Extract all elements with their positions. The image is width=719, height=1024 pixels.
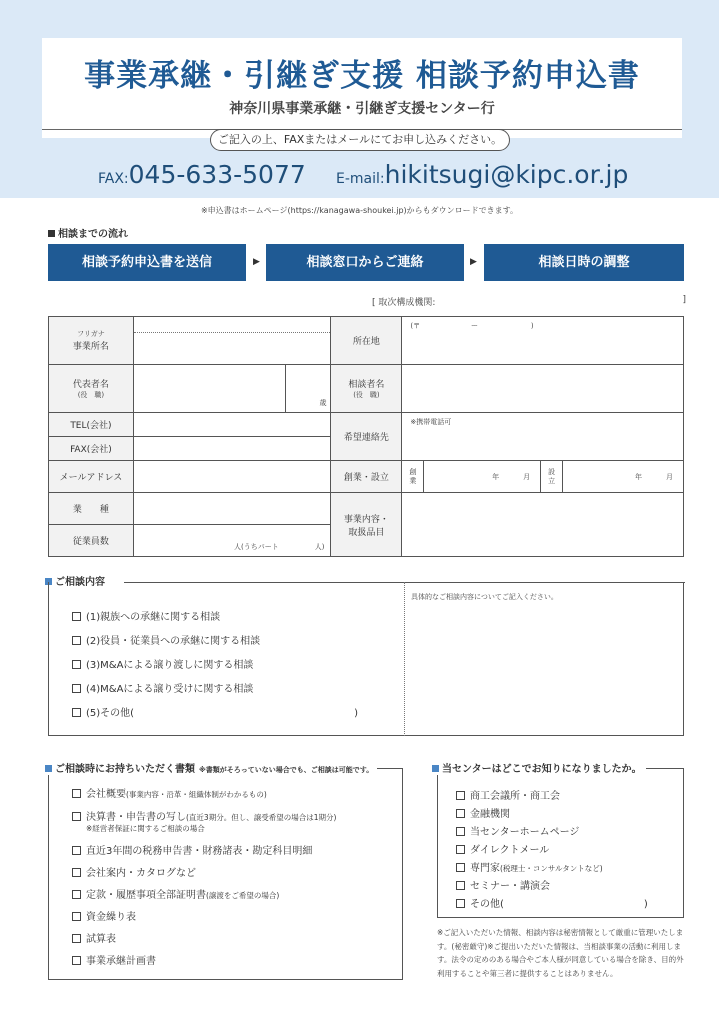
checkbox-icon[interactable]: [456, 881, 465, 890]
documents-heading: [45, 760, 377, 775]
tel-label: TEL(会社): [49, 413, 134, 437]
consultant-label: [331, 365, 402, 413]
company-name-text: 事業所名: [72, 342, 109, 352]
document-item-label: 試算表: [86, 934, 116, 945]
consultation-item-5[interactable]: [72, 704, 358, 719]
applicant-form: [48, 316, 684, 557]
page-title: 事業承継・引継ぎ支援 相談予約申込書: [84, 58, 640, 94]
title-paren: (役 職): [353, 391, 380, 399]
consultation-item-label: (4)M&Aによる譲り受けに関する相談: [86, 684, 254, 695]
privacy-note: ※ご記入いただいた情報、相談内容は秘密情報として厳重に管理いたします。(秘密厳守)※ご提出いただいた情報は、当相談事業の活動に利用します。法令の定めのある場合やご本人様が同意している場合を除き、目的外利用することや第三者に提供することはありません。: [437, 928, 684, 978]
month-unit: 月: [523, 472, 531, 481]
year-unit: 年: [492, 472, 500, 481]
instruction-text: ご記入の上、FAXまたはメールにてお申し込みください。: [210, 129, 510, 151]
org-field[interactable]: [372, 295, 686, 308]
consultation-item-label: (1)親族への承継に関する相談: [86, 612, 221, 623]
address-label: 所在地: [331, 317, 402, 365]
source-item-2[interactable]: [456, 805, 510, 820]
source-item-label: 当センターホームページ: [470, 827, 580, 838]
document-item-label: 会社概要: [86, 789, 126, 800]
business-label: [331, 493, 402, 557]
document-item-7[interactable]: [72, 930, 116, 945]
employee-unit: 人(うちパート: [234, 543, 279, 551]
representative-field[interactable]: [133, 365, 285, 413]
fax-label: FAX:: [98, 171, 129, 187]
mobile-note: ※携帯電話可: [410, 418, 452, 426]
business-text: 事業内容・: [343, 514, 389, 525]
checkbox-icon[interactable]: [456, 827, 465, 836]
source-heading-label: 当センターはどこでお知りになりましたか。: [442, 764, 642, 775]
other-close: ): [643, 899, 648, 910]
source-item-6[interactable]: [456, 877, 550, 892]
source-item-label: 金融機関: [470, 809, 510, 820]
source-item-label: ダイレクトメール: [470, 845, 550, 856]
consultation-item-2[interactable]: [72, 632, 260, 647]
flow-heading: [48, 225, 128, 240]
checkbox-icon[interactable]: [72, 789, 81, 798]
source-item-3[interactable]: [456, 823, 579, 838]
source-item-label: セミナー・講演会: [470, 881, 550, 892]
checkbox-icon[interactable]: [456, 845, 465, 854]
square-bullet-icon: [45, 765, 52, 772]
document-item-label: 会社案内・カタログなど: [86, 868, 196, 879]
document-item-note: (譲渡をご希望の場合): [206, 891, 280, 900]
employees-label: 従業員数: [49, 525, 134, 557]
checkbox-icon[interactable]: [72, 890, 81, 899]
checkbox-icon[interactable]: [72, 912, 81, 921]
document-item-label: 定款・履歴事項全部証明書: [86, 890, 206, 901]
checkbox-icon[interactable]: [456, 863, 465, 872]
checkbox-icon[interactable]: [456, 809, 465, 818]
source-item-label: その他(: [470, 899, 504, 910]
consultant-field[interactable]: [402, 365, 684, 413]
download-note: ※申込書はホームページ(https://kanagawa-shoukei.jp)からもダウンロードできます。: [200, 206, 519, 215]
consultation-item-label: (3)M&Aによる譲り渡しに関する相談: [86, 660, 254, 671]
checkbox-icon[interactable]: [72, 812, 81, 821]
source-heading: [432, 760, 646, 775]
detail-field[interactable]: [407, 606, 679, 730]
arrow-right-icon: ▶: [470, 257, 477, 267]
org-bracket: ]: [682, 295, 686, 305]
preferred-contact-label: 希望連絡先: [331, 413, 402, 461]
document-item-note: (直近3期分。但し、譲受希望の場合は1期分): [186, 813, 337, 822]
consultation-item-4[interactable]: [72, 680, 253, 695]
fax-contact: [98, 160, 306, 189]
age-unit: 歳: [319, 399, 327, 407]
flow-step-contact: 相談窓口からご連絡: [266, 244, 464, 281]
furigana-field[interactable]: [134, 317, 331, 333]
document-item-8[interactable]: [72, 952, 156, 967]
fax-field[interactable]: [133, 437, 331, 461]
source-item-1[interactable]: [456, 787, 560, 802]
furigana-label: フリガナ: [77, 330, 105, 338]
source-item-label: 商工会議所・商工会: [470, 791, 560, 802]
postal-close: ): [530, 322, 534, 330]
company-name-label: [49, 317, 134, 365]
document-item-label: 直近3年間の税務申告書・財務諸表・勘定科目明細: [86, 846, 313, 857]
square-bullet-icon: [432, 765, 439, 772]
source-item-5[interactable]: [456, 859, 603, 874]
checkbox-icon[interactable]: [72, 708, 81, 717]
checkbox-icon[interactable]: [456, 899, 465, 908]
document-item-label: 事業承継計画書: [86, 956, 156, 967]
detail-prompt: 具体的なご相談内容についてご記入ください。: [411, 593, 558, 601]
document-item-note: (事業内容・沿革・組織体制がわかるもの): [126, 790, 267, 799]
consultation-heading-label: ご相談内容: [55, 577, 105, 588]
expert-note: (税理士・コンサルタントなど): [500, 864, 603, 873]
company-name-field[interactable]: [133, 317, 331, 365]
document-item-4[interactable]: [72, 864, 196, 879]
founded-label: 創業: [402, 461, 424, 493]
checkbox-icon[interactable]: [72, 612, 81, 621]
representative-text: 代表者名: [72, 380, 109, 390]
title-box: [42, 38, 682, 138]
title-paren: (役 職): [77, 391, 105, 399]
checkbox-icon[interactable]: [456, 791, 465, 800]
postal-open: (〒: [410, 322, 421, 330]
email-label: メールアドレス: [49, 461, 134, 493]
org-label: [ 取次構成機関:: [372, 298, 436, 308]
checkbox-icon[interactable]: [72, 660, 81, 669]
established-date-field[interactable]: [563, 461, 684, 493]
email-address[interactable]: hikitsugi@kipc.or.jp: [384, 160, 629, 189]
source-item-7[interactable]: [456, 895, 648, 910]
checkbox-icon[interactable]: [72, 846, 81, 855]
documents-note: ※書類がそろっていない場合でも、ご相談は可能です。: [199, 766, 374, 774]
representative-label: [49, 365, 134, 413]
industry-label: 業 種: [49, 493, 134, 525]
flow-step-send: 相談予約申込書を送信: [48, 244, 246, 281]
checkbox-icon[interactable]: [72, 868, 81, 877]
founding-label: 創業・設立: [331, 461, 402, 493]
preferred-contact-field[interactable]: [402, 413, 684, 461]
employees-field[interactable]: [133, 525, 331, 557]
consultation-item-label: (5)その他(: [86, 708, 135, 719]
document-item-2[interactable]: [72, 808, 336, 823]
month-unit: 月: [666, 472, 673, 481]
age-field[interactable]: [285, 365, 331, 413]
email-label: E-mail:: [336, 171, 385, 187]
checkbox-icon[interactable]: [72, 684, 81, 693]
document-item-5[interactable]: [72, 886, 279, 901]
fax-number: 045-633-5077: [128, 160, 306, 189]
document-item-label: 決算書・申告書の写し: [86, 812, 186, 823]
fax-label: FAX(会社): [49, 437, 134, 461]
document-item-1[interactable]: [72, 785, 267, 800]
checkbox-icon[interactable]: [72, 636, 81, 645]
guarantee-note: ※経営者保証に関するご相談の場合: [86, 824, 205, 833]
founded-date-field[interactable]: [424, 461, 541, 493]
arrow-right-icon: ▶: [253, 257, 260, 267]
established-label: 設立: [541, 461, 563, 493]
source-item-4[interactable]: [456, 841, 549, 856]
other-close: ): [354, 708, 358, 719]
checkbox-icon[interactable]: [72, 934, 81, 943]
tel-field[interactable]: [133, 413, 331, 437]
consultant-text: 相談者名: [348, 380, 385, 390]
industry-field[interactable]: [133, 493, 331, 525]
checkbox-icon[interactable]: [72, 956, 81, 965]
flow-step-schedule: 相談日時の調整: [484, 244, 684, 281]
products-text: 取扱品目: [348, 527, 385, 538]
postal-dash: ー: [470, 322, 478, 330]
business-field[interactable]: [402, 493, 684, 557]
square-bullet-icon: [48, 230, 55, 237]
document-item-6[interactable]: [72, 908, 136, 923]
flow-heading-label: 相談までの流れ: [58, 229, 128, 240]
email-field[interactable]: [133, 461, 331, 493]
consultation-item-3[interactable]: [72, 656, 253, 671]
year-unit: 年: [635, 472, 642, 481]
page-subtitle: 神奈川県事業承継・引継ぎ支援センター行: [229, 101, 495, 117]
document-item-label: 資金繰り表: [86, 912, 136, 923]
employee-close: 人): [314, 543, 325, 551]
document-item-3[interactable]: [72, 842, 312, 857]
consultation-item-1[interactable]: [72, 608, 220, 623]
source-item-label: 専門家: [470, 863, 500, 874]
documents-heading-label: ご相談時にお持ちいただく書類: [55, 764, 195, 775]
consultation-item-label: (2)役員・従業員への承継に関する相談: [86, 636, 261, 647]
address-field[interactable]: [402, 317, 684, 365]
email-contact: [336, 160, 628, 189]
